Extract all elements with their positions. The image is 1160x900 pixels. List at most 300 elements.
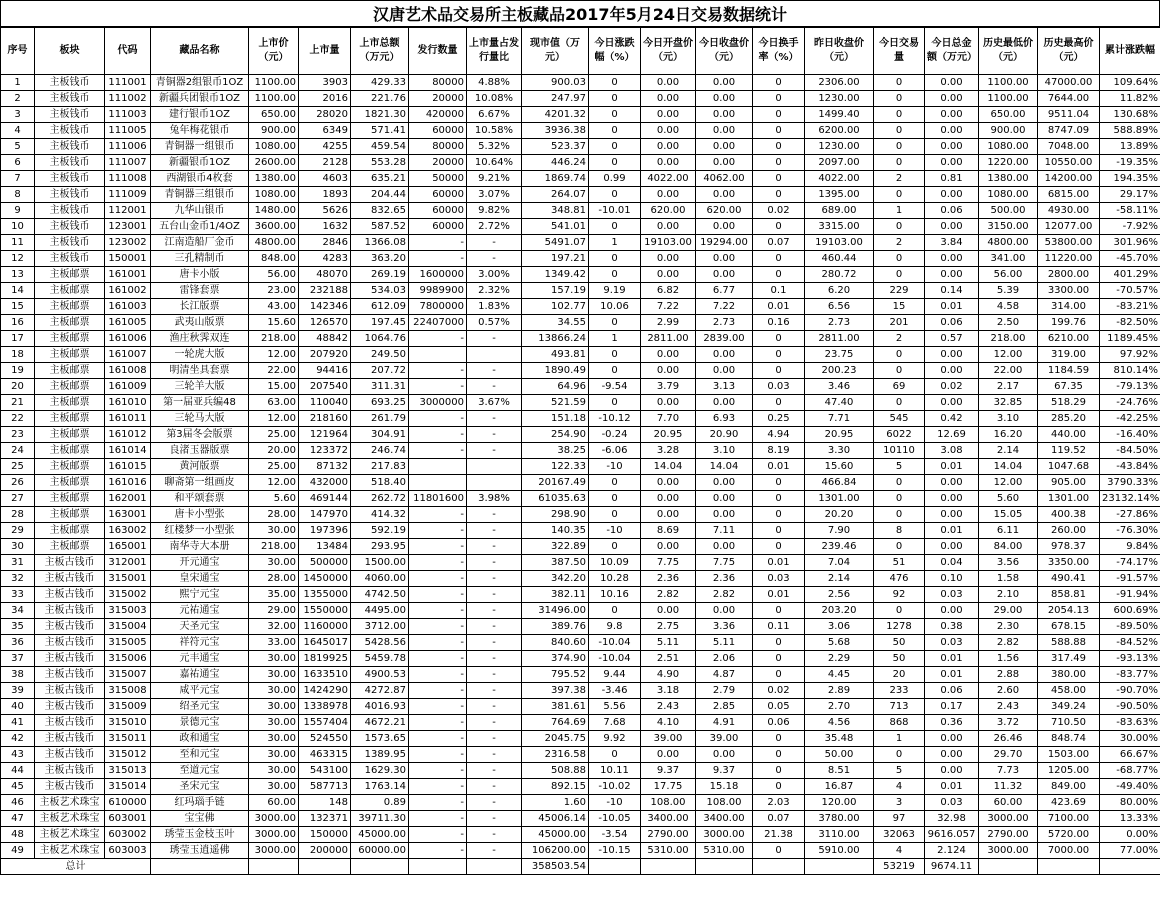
table-cell: - — [467, 443, 522, 459]
table-cell: 315009 — [105, 699, 151, 715]
table-cell: 3780.00 — [805, 811, 874, 827]
table-cell: 0.03 — [753, 379, 805, 395]
table-cell: -89.50% — [1100, 619, 1160, 635]
table-cell: 592.19 — [351, 523, 409, 539]
table-cell: 161016 — [105, 475, 151, 491]
table-cell: 28020 — [299, 107, 351, 123]
table-cell: 0.00 — [696, 107, 753, 123]
table-cell: 至道元宝 — [151, 763, 249, 779]
table-cell: 150000 — [299, 827, 351, 843]
table-cell: 111005 — [105, 123, 151, 139]
column-header: 累计涨跌幅 — [1100, 28, 1160, 75]
table-cell: 主板古钱币 — [35, 555, 105, 571]
table-cell: 0 — [874, 603, 925, 619]
table-cell: 4.94 — [753, 427, 805, 443]
table-cell: 161009 — [105, 379, 151, 395]
table-cell: 8.51 — [805, 763, 874, 779]
header-row — [1, 28, 1160, 75]
table-cell: 1633510 — [299, 667, 351, 683]
table-cell: 长江版票 — [151, 299, 249, 315]
table-cell — [467, 347, 522, 363]
table-cell: 0.00 — [641, 123, 696, 139]
table-cell: 161014 — [105, 443, 151, 459]
table-cell: 4672.21 — [351, 715, 409, 731]
table-cell: 1503.00 — [1038, 747, 1100, 763]
table-cell: 0 — [753, 603, 805, 619]
table-cell: - — [409, 683, 467, 699]
table-cell: 51 — [874, 555, 925, 571]
table-cell: 0 — [589, 267, 641, 283]
table-cell: 12 — [1, 251, 35, 267]
table-cell: 0 — [874, 507, 925, 523]
empty-cell — [151, 859, 249, 875]
table-cell: 0 — [874, 747, 925, 763]
table-cell: 0.00 — [696, 139, 753, 155]
column-header: 历史最高价（元） — [1038, 28, 1100, 75]
table-cell: 56.00 — [979, 267, 1038, 283]
table-cell: 33 — [1, 587, 35, 603]
table-cell: 9.84% — [1100, 539, 1160, 555]
column-header: 今日交易量 — [874, 28, 925, 75]
table-cell: 207.72 — [351, 363, 409, 379]
table-cell: 14.04 — [696, 459, 753, 475]
table-cell: 13.33% — [1100, 811, 1160, 827]
table-cell: 7.71 — [805, 411, 874, 427]
table-cell: -24.76% — [1100, 395, 1160, 411]
table-cell: 0.01 — [753, 459, 805, 475]
empty-cell — [753, 859, 805, 875]
table-cell: 3000.00 — [249, 811, 299, 827]
table-cell: 主板邮票 — [35, 411, 105, 427]
table-cell: 30 — [1, 539, 35, 555]
table-row — [1, 235, 1160, 251]
table-cell: 148 — [299, 795, 351, 811]
table-cell: 0.00 — [641, 219, 696, 235]
table-cell: 0.00 — [641, 267, 696, 283]
table-cell: 1.60 — [522, 795, 589, 811]
table-cell: 60000 — [409, 203, 467, 219]
table-cell: 545 — [874, 411, 925, 427]
table-cell: -0.24 — [589, 427, 641, 443]
table-row — [1, 219, 1160, 235]
table-cell: 6.67% — [467, 107, 522, 123]
table-cell: 良渚玉器版票 — [151, 443, 249, 459]
table-cell: 29 — [1, 523, 35, 539]
table-cell: 主板古钱币 — [35, 731, 105, 747]
table-cell: 皇宋通宝 — [151, 571, 249, 587]
table-cell: 0.00 — [696, 267, 753, 283]
table-cell: 541.01 — [522, 219, 589, 235]
table-cell: 7.11 — [696, 523, 753, 539]
table-cell: 39711.30 — [351, 811, 409, 827]
table-cell: 40 — [1, 699, 35, 715]
table-cell: 主板钱币 — [35, 187, 105, 203]
table-cell: 163002 — [105, 523, 151, 539]
table-cell: 21 — [1, 395, 35, 411]
table-cell: 0.00 — [925, 603, 979, 619]
table-cell: - — [467, 523, 522, 539]
table-cell: 39.00 — [641, 731, 696, 747]
table-cell: 60000.00 — [351, 843, 409, 859]
table-cell: 3.10 — [696, 443, 753, 459]
table-cell: 7.22 — [696, 299, 753, 315]
table-cell: 0 — [753, 843, 805, 859]
table-cell: -91.57% — [1100, 571, 1160, 587]
table-row — [1, 123, 1160, 139]
table-cell: 11.32 — [979, 779, 1038, 795]
table-cell: 0.01 — [925, 523, 979, 539]
table-cell: -45.70% — [1100, 251, 1160, 267]
table-cell: 1869.74 — [522, 171, 589, 187]
table-cell: 3.00% — [467, 267, 522, 283]
table-cell: 主板艺术珠宝 — [35, 827, 105, 843]
table-cell: - — [409, 235, 467, 251]
table-cell: 0.11 — [753, 619, 805, 635]
table-cell: 0 — [589, 107, 641, 123]
table-cell: - — [409, 251, 467, 267]
table-cell: 14.04 — [979, 459, 1038, 475]
table-cell: 7.68 — [589, 715, 641, 731]
table-cell: 2.32% — [467, 283, 522, 299]
table-row — [1, 459, 1160, 475]
table-cell: 5310.00 — [641, 843, 696, 859]
table-cell: 587713 — [299, 779, 351, 795]
table-cell: - — [409, 763, 467, 779]
table-cell: 4062.00 — [696, 171, 753, 187]
table-cell: 710.50 — [1038, 715, 1100, 731]
table-cell: 0.03 — [925, 635, 979, 651]
table-cell: 10.11 — [589, 763, 641, 779]
table-cell: 2045.75 — [522, 731, 589, 747]
table-cell: 主板钱币 — [35, 235, 105, 251]
table-cell: 207920 — [299, 347, 351, 363]
table-cell: 15.05 — [979, 507, 1038, 523]
table-cell: 6349 — [299, 123, 351, 139]
table-cell: 23 — [1, 427, 35, 443]
total-cell: 9674.11 — [925, 859, 979, 875]
table-cell: 主板邮票 — [35, 459, 105, 475]
table-cell: 0 — [753, 763, 805, 779]
table-cell: 2811.00 — [805, 331, 874, 347]
table-cell: 1821.30 — [351, 107, 409, 123]
table-cell: 218.00 — [249, 539, 299, 555]
table-cell: - — [409, 507, 467, 523]
table-cell: 1100.00 — [979, 75, 1038, 91]
table-cell: - — [467, 603, 522, 619]
table-cell: 0 — [753, 139, 805, 155]
table-cell: 35.48 — [805, 731, 874, 747]
table-cell: 218.00 — [979, 331, 1038, 347]
table-cell: - — [467, 667, 522, 683]
table-cell: 38.25 — [522, 443, 589, 459]
table-cell: 9.21% — [467, 171, 522, 187]
table-cell: 3.56 — [979, 555, 1038, 571]
table-cell: 20.95 — [641, 427, 696, 443]
table-cell: 6815.00 — [1038, 187, 1100, 203]
table-cell: 20.20 — [805, 507, 874, 523]
table-cell: 92 — [874, 587, 925, 603]
table-cell: 60.00 — [249, 795, 299, 811]
table-cell: 15.60 — [249, 315, 299, 331]
table-cell: 0.00 — [641, 363, 696, 379]
table-cell: 15.60 — [805, 459, 874, 475]
table-cell: - — [409, 411, 467, 427]
table-cell: - — [409, 363, 467, 379]
table-cell: -19.35% — [1100, 155, 1160, 171]
table-cell: 868 — [874, 715, 925, 731]
table-cell: 217.83 — [351, 459, 409, 475]
table-cell: 56.00 — [249, 267, 299, 283]
table-cell: 20.95 — [805, 427, 874, 443]
table-cell: - — [409, 795, 467, 811]
table-cell: - — [409, 811, 467, 827]
table-cell: 285.20 — [1038, 411, 1100, 427]
table-cell: 0 — [589, 251, 641, 267]
table-cell: 301.96% — [1100, 235, 1160, 251]
table-cell: - — [467, 827, 522, 843]
table-cell: 2.82 — [641, 587, 696, 603]
table-cell: 主板钱币 — [35, 251, 105, 267]
table-cell: 28.00 — [249, 571, 299, 587]
table-cell: 1100.00 — [979, 91, 1038, 107]
table-cell: 1.58 — [979, 571, 1038, 587]
table-cell: 2.30 — [979, 619, 1038, 635]
table-cell: 203.20 — [805, 603, 874, 619]
table-cell: 48 — [1, 827, 35, 843]
table-cell: 3903 — [299, 75, 351, 91]
table-cell: 304.91 — [351, 427, 409, 443]
table-cell: 1893 — [299, 187, 351, 203]
table-cell: 南华寺大本册 — [151, 539, 249, 555]
table-cell: 420000 — [409, 107, 467, 123]
table-cell: 45006.14 — [522, 811, 589, 827]
table-cell: 2.82 — [696, 587, 753, 603]
table-cell: - — [409, 779, 467, 795]
table-cell: 4 — [1, 123, 35, 139]
table-cell: 3.18 — [641, 683, 696, 699]
table-cell: 3.98% — [467, 491, 522, 507]
table-cell: 15 — [1, 299, 35, 315]
table-row — [1, 635, 1160, 651]
table-cell: 2306.00 — [805, 75, 874, 91]
table-cell: 13.89% — [1100, 139, 1160, 155]
table-cell: 9.37 — [696, 763, 753, 779]
table-cell: 2.89 — [805, 683, 874, 699]
table-cell: 2.79 — [696, 683, 753, 699]
table-row — [1, 283, 1160, 299]
empty-cell — [1100, 859, 1160, 875]
table-cell: 6200.00 — [805, 123, 874, 139]
table-cell: 4 — [874, 843, 925, 859]
table-cell: 459.54 — [351, 139, 409, 155]
table-cell: 0 — [874, 363, 925, 379]
table-cell: 9.19 — [589, 283, 641, 299]
table-cell: 197.45 — [351, 315, 409, 331]
table-cell: 2.29 — [805, 651, 874, 667]
empty-cell — [249, 859, 299, 875]
table-cell: 207540 — [299, 379, 351, 395]
table-cell: 0.00 — [696, 155, 753, 171]
table-cell: 4.87 — [696, 667, 753, 683]
table-cell: 9.92 — [589, 731, 641, 747]
table-cell: - — [467, 363, 522, 379]
table-cell: 7.70 — [641, 411, 696, 427]
table-cell: 10550.00 — [1038, 155, 1100, 171]
table-cell: 26.46 — [979, 731, 1038, 747]
table-cell: 1 — [589, 235, 641, 251]
table-cell: 35 — [1, 619, 35, 635]
table-cell: 312001 — [105, 555, 151, 571]
table-cell: 2600.00 — [249, 155, 299, 171]
trading-data-table — [0, 27, 1160, 875]
table-cell: 7048.00 — [1038, 139, 1100, 155]
table-cell: 0.00 — [925, 155, 979, 171]
table-cell: -84.50% — [1100, 443, 1160, 459]
table-cell: 322.89 — [522, 539, 589, 555]
page-title: 汉唐艺术品交易所主板藏品2017年5月24日交易数据统计 — [0, 0, 1160, 27]
table-cell: 2.73 — [696, 315, 753, 331]
table-cell: 16.20 — [979, 427, 1038, 443]
table-row — [1, 555, 1160, 571]
table-cell: 23.75 — [805, 347, 874, 363]
table-cell: 1.83% — [467, 299, 522, 315]
table-cell: 0.00 — [925, 763, 979, 779]
table-cell: 10.06 — [589, 299, 641, 315]
table-cell: 3.10 — [979, 411, 1038, 427]
table-cell: 161002 — [105, 283, 151, 299]
table-cell: 1.56 — [979, 651, 1038, 667]
table-cell: 0.00 — [925, 219, 979, 235]
table-cell: 400.38 — [1038, 507, 1100, 523]
table-cell: 28 — [1, 507, 35, 523]
table-cell: 3400.00 — [696, 811, 753, 827]
table-cell: 122.33 — [522, 459, 589, 475]
table-cell: -83.21% — [1100, 299, 1160, 315]
table-cell: - — [409, 651, 467, 667]
table-cell: 1380.00 — [979, 171, 1038, 187]
table-cell: 2.06 — [696, 651, 753, 667]
table-cell: - — [409, 587, 467, 603]
table-cell: - — [409, 603, 467, 619]
table-cell: 12077.00 — [1038, 219, 1100, 235]
table-cell: 458.00 — [1038, 683, 1100, 699]
table-row — [1, 411, 1160, 427]
table-cell: 主板邮票 — [35, 331, 105, 347]
table-cell: 2.36 — [696, 571, 753, 587]
table-cell: 6 — [1, 155, 35, 171]
column-header: 上市价（元） — [249, 28, 299, 75]
table-cell: 64.96 — [522, 379, 589, 395]
table-cell: 348.81 — [522, 203, 589, 219]
table-cell: 武夷山版票 — [151, 315, 249, 331]
table-cell: 0 — [753, 219, 805, 235]
table-cell: 66.67% — [1100, 747, 1160, 763]
table-cell: 0.00 — [641, 187, 696, 203]
table-cell: -49.40% — [1100, 779, 1160, 795]
table-cell: 2811.00 — [641, 331, 696, 347]
table-cell: 三轮羊大版 — [151, 379, 249, 395]
table-cell: 200.23 — [805, 363, 874, 379]
table-cell: 4495.00 — [351, 603, 409, 619]
table-cell: - — [467, 763, 522, 779]
table-cell: 3000.00 — [979, 811, 1038, 827]
table-cell: 45000.00 — [351, 827, 409, 843]
table-cell: 0 — [753, 475, 805, 491]
table-cell: 3.30 — [805, 443, 874, 459]
table-cell: 0.00 — [696, 603, 753, 619]
table-cell: 97.92% — [1100, 347, 1160, 363]
table-cell: 1349.42 — [522, 267, 589, 283]
table-cell: 0.00 — [925, 507, 979, 523]
table-cell: 262.72 — [351, 491, 409, 507]
table-cell: 161005 — [105, 315, 151, 331]
table-cell: 460.44 — [805, 251, 874, 267]
table-cell: 20.00 — [249, 443, 299, 459]
table-cell: 108.00 — [696, 795, 753, 811]
table-cell: -70.57% — [1100, 283, 1160, 299]
column-header: 发行数量 — [409, 28, 467, 75]
column-header: 今日总金额（万元） — [925, 28, 979, 75]
table-cell: - — [409, 379, 467, 395]
table-cell: 主板古钱币 — [35, 747, 105, 763]
table-cell: 8.69 — [641, 523, 696, 539]
table-cell: - — [467, 251, 522, 267]
table-cell: 0.00 — [641, 107, 696, 123]
table-row — [1, 827, 1160, 843]
empty-cell — [409, 859, 467, 875]
table-cell: 12.00 — [249, 347, 299, 363]
table-cell: - — [409, 331, 467, 347]
table-cell: -10.05 — [589, 811, 641, 827]
table-cell: 14.04 — [641, 459, 696, 475]
table-cell: 3.84 — [925, 235, 979, 251]
table-cell: 主板邮票 — [35, 395, 105, 411]
table-cell: 1278 — [874, 619, 925, 635]
column-header: 板块 — [35, 28, 105, 75]
table-cell: 6.93 — [696, 411, 753, 427]
table-cell: 青铜器一组银币 — [151, 139, 249, 155]
table-cell: 0.04 — [925, 555, 979, 571]
table-cell: 161011 — [105, 411, 151, 427]
table-row — [1, 715, 1160, 731]
table-cell: 0.00 — [641, 75, 696, 91]
table-cell: 0.00 — [696, 475, 753, 491]
table-cell: - — [467, 539, 522, 555]
table-cell: 0.05 — [753, 699, 805, 715]
table-cell: 三孔精制币 — [151, 251, 249, 267]
table-cell: 嘉祐通宝 — [151, 667, 249, 683]
table-cell: 588.88 — [1038, 635, 1100, 651]
table-cell: -90.70% — [1100, 683, 1160, 699]
table-cell: 810.14% — [1100, 363, 1160, 379]
table-cell: 713 — [874, 699, 925, 715]
table-cell: 4 — [874, 779, 925, 795]
table-cell: 0 — [753, 251, 805, 267]
table-cell: 0.00 — [696, 363, 753, 379]
table-cell: 0 — [874, 187, 925, 203]
table-cell: 0.10 — [925, 571, 979, 587]
table-cell: 2.43 — [979, 699, 1038, 715]
table-cell: 1080.00 — [249, 139, 299, 155]
table-row — [1, 315, 1160, 331]
table-cell: 0 — [589, 91, 641, 107]
table-cell: 30.00 — [249, 747, 299, 763]
table-cell: 10.58% — [467, 123, 522, 139]
table-cell: 20167.49 — [522, 475, 589, 491]
table-cell: 25.00 — [249, 459, 299, 475]
table-cell: 0 — [753, 91, 805, 107]
table-cell: 1080.00 — [979, 187, 1038, 203]
